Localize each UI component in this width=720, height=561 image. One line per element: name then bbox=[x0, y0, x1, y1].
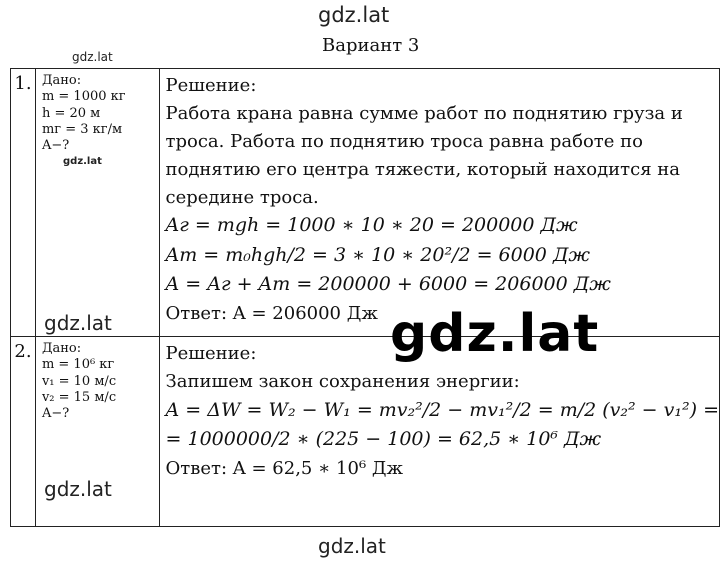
formula: A = ΔW = W₂ − W₁ = mv₂²/2 − mv₁²/2 = m/2 (v₂² − v₁²) = bbox=[165, 398, 719, 421]
solution-header: Решение: bbox=[165, 343, 257, 364]
given-line: v₁ = 10 м/с bbox=[41, 373, 117, 389]
given-line: mг = 3 кг/м bbox=[41, 121, 123, 137]
solution-text: середине троса. bbox=[165, 186, 319, 208]
solution-text: поднятию его центра тяжести, который находится на bbox=[165, 158, 681, 180]
given-line: Дано: bbox=[41, 341, 82, 356]
solution-header: Решение: bbox=[165, 75, 257, 96]
solution-text: Работа крана равна сумме работ по поднятию груза и bbox=[165, 102, 683, 124]
formula: Aт = m₀hgh/2 = 3 ∗ 10 ∗ 20²/2 = 6000 Дж bbox=[165, 243, 590, 266]
solution-text: Запишем закон сохранения энергии: bbox=[165, 370, 520, 392]
task-row bbox=[11, 337, 720, 527]
solutions-table bbox=[10, 68, 720, 527]
watermark-top: gdz.lat bbox=[318, 3, 390, 27]
formula: = 1000000/2 ∗ (225 − 100) = 62,5 ∗ 10⁶ Дж bbox=[165, 428, 602, 451]
solution-text: троса. Работа по поднятию троса равна работе по bbox=[165, 130, 643, 152]
watermark-large: gdz.lat bbox=[390, 304, 600, 364]
answer: Ответ: A = 62,5 ∗ 10⁶ Дж bbox=[165, 457, 404, 479]
watermark-small: gdz.lat bbox=[72, 50, 113, 64]
given-line: h = 20 м bbox=[41, 105, 101, 121]
task-row bbox=[11, 69, 720, 337]
given-line: v₂ = 15 м/с bbox=[41, 389, 117, 405]
given-line: A−? bbox=[41, 406, 70, 421]
formula: A = Aг + Aт = 200000 + 6000 = 206000 Дж bbox=[165, 273, 611, 296]
given-line: A−? bbox=[41, 138, 70, 153]
formula: Aг = mgh = 1000 ∗ 10 ∗ 20 = 200000 Дж bbox=[165, 214, 578, 237]
variant-title: Вариант 3 bbox=[322, 35, 420, 56]
task-number: 1. bbox=[11, 69, 36, 337]
given-line: m = 10⁶ кг bbox=[41, 357, 115, 373]
given-line: Дано: bbox=[41, 73, 82, 88]
task-number: 2. bbox=[11, 337, 36, 527]
solution-cell bbox=[159, 337, 719, 527]
watermark-row2: gdz.lat bbox=[44, 477, 112, 501]
answer: Ответ: A = 206000 Дж bbox=[165, 302, 378, 324]
watermark-bottom: gdz.lat bbox=[318, 534, 386, 558]
given-cell bbox=[35, 69, 159, 337]
watermark-small: gdz.lat bbox=[63, 156, 102, 167]
solution-cell bbox=[159, 69, 719, 337]
watermark-row1: gdz.lat bbox=[44, 311, 112, 335]
given-line: m = 1000 кг bbox=[41, 89, 126, 105]
